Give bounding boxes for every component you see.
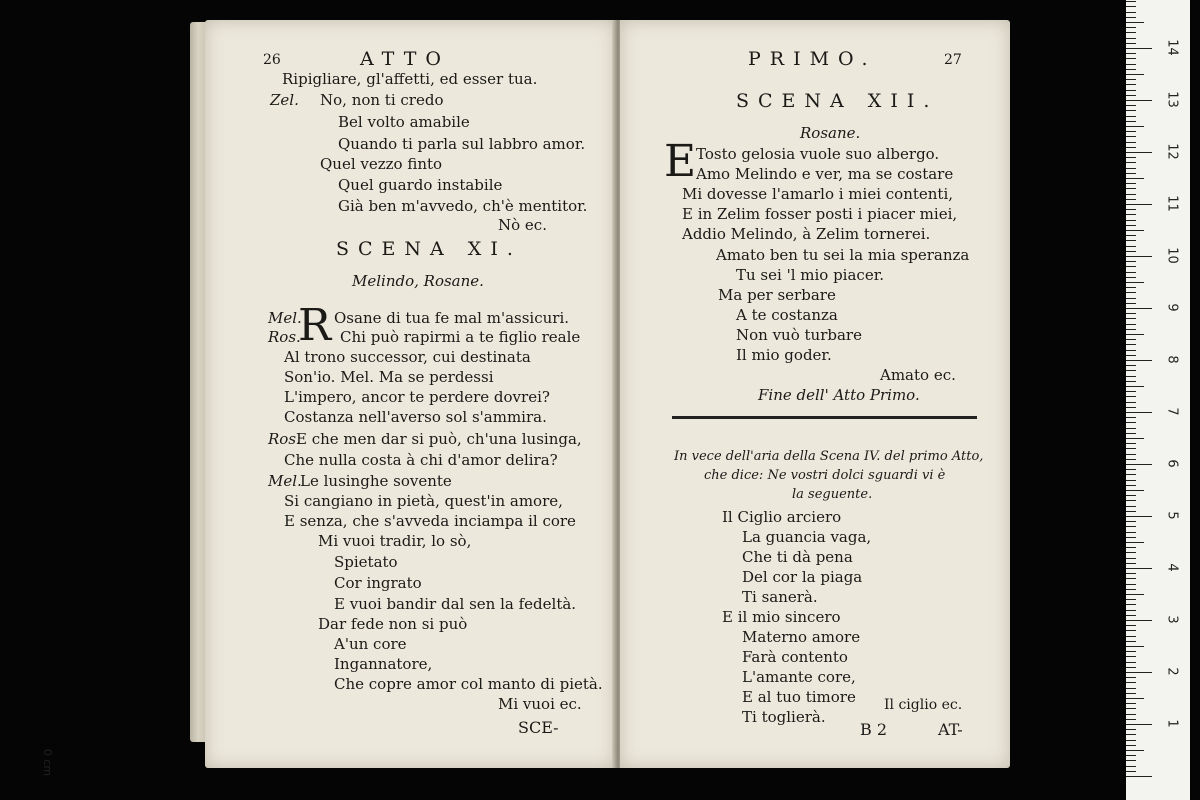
right-line: Mi dovesse l'amarlo i miei contenti, — [682, 185, 954, 203]
aria-line: Del cor la piaga — [742, 568, 863, 586]
left-line: E che men dar si può, ch'una lusinga, — [296, 430, 582, 448]
ruler-tick — [1126, 677, 1136, 678]
ruler-tick — [1126, 225, 1136, 226]
ruler-tick — [1126, 277, 1136, 278]
ruler-tick — [1126, 214, 1136, 215]
ruler-tick — [1126, 17, 1136, 18]
ruler-tick — [1126, 672, 1152, 673]
ruler-tick — [1126, 183, 1136, 184]
ruler-tick — [1126, 428, 1136, 429]
ruler-number: 14 — [1164, 39, 1180, 56]
ruler-number: 11 — [1164, 195, 1180, 212]
ruler-tick — [1126, 292, 1136, 293]
ruler-tick — [1126, 594, 1144, 595]
ruler-tick — [1126, 386, 1144, 387]
ruler-tick — [1126, 282, 1144, 283]
left-line: Che nulla costa à chi d'amor delira? — [284, 451, 558, 469]
ruler-number: 4 — [1164, 563, 1180, 572]
ruler-tick — [1126, 38, 1136, 39]
ruler-tick — [1126, 136, 1136, 137]
left-line: Bel volto amabile — [338, 113, 470, 131]
ruler-tick — [1126, 303, 1136, 304]
left-line: Son'io. Mel. Ma se perdessi — [284, 368, 494, 386]
ruler-tick — [1126, 220, 1136, 221]
ruler-number: 5 — [1164, 511, 1180, 520]
ruler-tick — [1126, 194, 1136, 195]
ruler-tick — [1126, 656, 1136, 657]
ruler-tick — [1126, 760, 1136, 761]
ruler-tick — [1126, 625, 1136, 626]
ruler-tick — [1126, 105, 1136, 106]
ruler-tick — [1126, 22, 1144, 23]
left-line: Che copre amor col manto di pietà. — [334, 675, 603, 693]
ruler-tick — [1126, 27, 1136, 28]
right-line: Addio Melindo, à Zelim tornerei. — [682, 225, 931, 243]
right-line: Il mio goder. — [736, 346, 832, 364]
ruler-tick — [1126, 162, 1136, 163]
aria-line: Ti toglierà. — [742, 708, 826, 726]
ruler-number: 12 — [1164, 143, 1180, 160]
ruler-tick — [1126, 521, 1136, 522]
ruler-tick — [1126, 204, 1152, 205]
left-running-title: ATTO — [360, 48, 450, 70]
ruler-tick — [1126, 646, 1144, 647]
ruler-tick — [1126, 755, 1136, 756]
ruler-tick — [1126, 417, 1136, 418]
ruler-tick — [1126, 495, 1136, 496]
left-line: Quando ti parla sul labbro amor. — [338, 135, 586, 153]
ruler-tick — [1126, 43, 1136, 44]
right-line: Amato ben tu sei la mia speranza — [716, 246, 970, 264]
ruler-tick — [1126, 771, 1136, 772]
ruler-tick — [1126, 563, 1136, 564]
ruler-tick — [1126, 750, 1144, 751]
left-line: Si cangiano in pietà, quest'in amore, — [284, 492, 563, 510]
ruler-tick — [1126, 708, 1136, 709]
left-line: Ripigliare, gl'affetti, ed esser tua. — [282, 70, 538, 88]
aria-line: Farà contento — [742, 648, 848, 666]
ruler-tick — [1126, 53, 1136, 54]
right-line: A te costanza — [736, 306, 838, 324]
ruler-tick — [1126, 636, 1136, 637]
ruler-tick — [1126, 121, 1136, 122]
left-line: Nò ec. — [498, 216, 547, 234]
ruler-tick — [1126, 334, 1144, 335]
ruler-tick — [1126, 474, 1136, 475]
aria-line: La guancia vaga, — [742, 528, 872, 546]
ruler-tick — [1126, 370, 1136, 371]
aria-line: Il ciglio ec. — [884, 697, 963, 713]
speaker-label: Mel. — [268, 309, 302, 327]
ruler-tick — [1126, 506, 1136, 507]
ruler-tick — [1126, 339, 1136, 340]
ruler-number: 3 — [1164, 615, 1180, 624]
ruler-tick — [1126, 599, 1136, 600]
ruler-tick — [1126, 344, 1136, 345]
ruler-tick — [1126, 230, 1144, 231]
ruler-tick — [1126, 69, 1136, 70]
ruler-number: 1 — [1164, 719, 1180, 728]
ruler-tick — [1126, 64, 1136, 65]
ruler-tick — [1126, 578, 1136, 579]
ruler-tick — [1126, 604, 1136, 605]
right-line: Tu sei 'l mio piacer. — [736, 266, 884, 284]
ruler-tick — [1126, 100, 1152, 101]
ruler-tick — [1126, 58, 1136, 59]
left-line: Spietato — [334, 553, 398, 571]
ruler-tick — [1126, 719, 1136, 720]
ruler-tick — [1126, 272, 1136, 273]
ruler-tick — [1126, 412, 1152, 413]
ruler-tick — [1126, 511, 1136, 512]
aria-line: Materno amore — [742, 628, 861, 646]
ruler-tick — [1126, 142, 1136, 143]
ruler-tick — [1126, 308, 1152, 309]
drop-cap: R — [298, 300, 332, 351]
ruler-tick — [1126, 459, 1136, 460]
ruler-tick — [1126, 298, 1136, 299]
ruler-tick — [1126, 168, 1136, 169]
ruler-tick — [1126, 95, 1136, 96]
ruler-tick — [1126, 266, 1136, 267]
ruler-tick — [1126, 537, 1136, 538]
ruler-number: 8 — [1164, 355, 1180, 364]
ruler-tick — [1126, 568, 1152, 569]
ruler-tick — [1126, 157, 1136, 158]
right-line: Ma per serbare — [718, 286, 836, 304]
ruler-tick — [1126, 84, 1136, 85]
ruler-tick — [1126, 116, 1136, 117]
ruler-tick — [1126, 318, 1136, 319]
ruler-tick — [1126, 199, 1136, 200]
right-line: Amo Melindo e ver, ma se costare — [696, 165, 954, 183]
ruler-tick — [1126, 422, 1136, 423]
left-line: Quel vezzo finto — [320, 155, 443, 173]
ruler-number: 2 — [1164, 667, 1180, 676]
ruler-tick — [1126, 558, 1136, 559]
ruler-tick — [1126, 74, 1144, 75]
left-line: Ingannatore, — [334, 655, 433, 673]
ruler-tick — [1126, 147, 1136, 148]
speaker-label: Ros. — [268, 328, 301, 346]
aria-line: E il mio sincero — [722, 608, 841, 626]
ruler-tick — [1126, 402, 1136, 403]
ruler-tick — [1126, 438, 1144, 439]
ruler-number: 10 — [1164, 247, 1180, 264]
left-line: Mi vuoi tradir, lo sò, — [318, 532, 472, 550]
ruler-tick — [1126, 131, 1136, 132]
ruler-tick — [1126, 287, 1136, 288]
ruler-tick — [1126, 448, 1136, 449]
ruler-tick — [1126, 630, 1136, 631]
left-line: Chi può rapirmi a te figlio reale — [340, 328, 581, 346]
horizontal-rule — [672, 416, 977, 419]
right-line: E in Zelim fosser posti i piacer miei, — [682, 205, 958, 223]
note-line: che dice: Ne vostri dolci sguardi vi è — [704, 468, 946, 483]
speaker-label: Mel. — [268, 472, 302, 490]
ruler-tick — [1126, 464, 1152, 465]
ruler-tick — [1126, 641, 1136, 642]
ruler-number: 7 — [1164, 407, 1180, 416]
ruler-tick — [1126, 12, 1136, 13]
ruler-tick — [1126, 490, 1144, 491]
left-line: Al trono successor, cui destinata — [284, 348, 531, 366]
scene-heading-xii: SCENA XII. — [736, 90, 939, 112]
left-line: Mi vuoi ec. — [498, 695, 582, 713]
note-line: la seguente. — [792, 487, 873, 502]
ruler-tick — [1126, 126, 1144, 127]
ruler-tick — [1126, 110, 1136, 111]
ruler-tick — [1126, 729, 1136, 730]
ruler-tick — [1126, 235, 1136, 236]
ruler-tick — [1126, 526, 1136, 527]
ruler-tick — [1126, 79, 1136, 80]
ruler-tick — [1126, 532, 1136, 533]
ruler-tick — [1126, 485, 1136, 486]
aria-line: Il Ciglio arciero — [722, 508, 842, 526]
ruler-tick — [1126, 584, 1136, 585]
right-line: Tosto gelosia vuole suo albergo. — [696, 145, 940, 163]
ruler-tick — [1126, 615, 1136, 616]
left-page-number: 26 — [263, 52, 281, 68]
right-line: Non vuò turbare — [736, 326, 862, 344]
ruler-unit-label: 0 cm — [41, 748, 55, 777]
ruler-tick — [1126, 90, 1136, 91]
ruler-tick — [1126, 251, 1136, 252]
ruler-tick — [1126, 500, 1136, 501]
ruler-tick — [1126, 542, 1144, 543]
right-page-number: 27 — [944, 52, 962, 68]
ruler-tick — [1126, 620, 1152, 621]
ruler-tick — [1126, 407, 1136, 408]
ruler-tick — [1126, 261, 1136, 262]
left-line: Dar fede non si può — [318, 615, 468, 633]
ruler-tick — [1126, 610, 1136, 611]
ruler-tick — [1126, 714, 1136, 715]
left-line: Già ben m'avvedo, ch'è mentitor. — [338, 197, 588, 215]
ruler-tick — [1126, 360, 1152, 361]
ruler-number: 9 — [1164, 303, 1180, 312]
left-line: A'un core — [334, 635, 407, 653]
left-line: Quel guardo instabile — [338, 176, 503, 194]
right-running-title: PRIMO. — [748, 48, 877, 70]
ruler-tick — [1126, 32, 1136, 33]
left-line: L'impero, ancor te perdere dovrei? — [284, 388, 550, 406]
ruler-tick — [1126, 433, 1136, 434]
ruler-tick — [1126, 734, 1136, 735]
ruler-tick — [1126, 48, 1152, 49]
ruler-tick — [1126, 693, 1136, 694]
ruler-tick — [1126, 766, 1136, 767]
act-end-line: Fine dell' Atto Primo. — [758, 386, 920, 404]
ruler-tick — [1126, 350, 1136, 351]
ruler-tick — [1126, 698, 1144, 699]
ruler-tick — [1126, 188, 1136, 189]
ruler-tick — [1126, 740, 1136, 741]
speaker-label: Ros. — [268, 430, 301, 448]
left-line: E vuoi bandir dal sen la fedeltà. — [334, 595, 577, 613]
ruler-tick — [1126, 682, 1136, 683]
note-line: In vece dell'aria della Scena IV. del primo Atto, — [674, 449, 984, 464]
ruler-tick — [1126, 355, 1136, 356]
ruler-tick — [1126, 516, 1152, 517]
ruler-number: 6 — [1164, 459, 1180, 468]
aria-line: L'amante core, — [742, 668, 856, 686]
ruler-tick — [1126, 443, 1136, 444]
drop-cap: E — [664, 136, 697, 187]
ruler-tick — [1126, 152, 1152, 153]
speaker-label: Zel. — [270, 91, 299, 109]
ruler-tick — [1126, 313, 1136, 314]
ruler-tick — [1126, 573, 1136, 574]
aria-line: E al tuo timore — [742, 688, 856, 706]
scene-characters: Melindo, Rosane. — [352, 272, 484, 290]
ruler-tick — [1126, 178, 1144, 179]
scene-characters: Rosane. — [800, 124, 861, 142]
left-line: No, non ti credo — [320, 91, 444, 109]
ruler-tick — [1126, 703, 1136, 704]
ruler-tick — [1126, 329, 1136, 330]
ruler-tick — [1126, 480, 1136, 481]
ruler-tick — [1126, 240, 1136, 241]
ruler-tick — [1126, 391, 1136, 392]
measuring-ruler — [1126, 0, 1190, 800]
ruler-tick — [1126, 454, 1136, 455]
ruler-tick — [1126, 1, 1136, 2]
ruler-tick — [1126, 651, 1136, 652]
ruler-tick — [1126, 688, 1136, 689]
aria-line: Che ti dà pena — [742, 548, 853, 566]
left-catchword: SCE- — [518, 718, 559, 737]
scene-heading-xi: SCENA XI. — [336, 238, 522, 260]
ruler-tick — [1126, 667, 1136, 668]
ruler-tick — [1126, 376, 1136, 377]
left-line: Costanza nell'averso sol s'ammira. — [284, 408, 547, 426]
right-catchword: AT- — [938, 720, 963, 739]
ruler-tick — [1126, 724, 1152, 725]
ruler-tick — [1126, 173, 1136, 174]
left-line: Le lusinghe sovente — [300, 472, 452, 490]
ruler-tick — [1126, 209, 1136, 210]
ruler-tick — [1126, 547, 1136, 548]
ruler-tick — [1126, 469, 1136, 470]
ruler-number: 13 — [1164, 91, 1180, 108]
ruler-tick — [1126, 365, 1136, 366]
ruler-tick — [1126, 381, 1136, 382]
ruler-tick — [1126, 396, 1136, 397]
left-line: Osane di tua fe mal m'assicuri. — [334, 309, 570, 327]
ruler-tick — [1126, 589, 1136, 590]
ruler-tick — [1126, 776, 1152, 777]
left-line: Cor ingrato — [334, 574, 422, 592]
ruler-tick — [1126, 662, 1136, 663]
ruler-tick — [1126, 552, 1136, 553]
ruler-tick — [1126, 745, 1136, 746]
ruler-tick — [1126, 246, 1136, 247]
ruler-tick — [1126, 256, 1152, 257]
signature-mark: B 2 — [860, 720, 888, 739]
ruler-tick — [1126, 6, 1136, 7]
aria-line: Ti sanerà. — [742, 588, 818, 606]
ruler-tick — [1126, 324, 1136, 325]
left-line: E senza, che s'avveda inciampa il core — [284, 512, 576, 530]
right-line: Amato ec. — [880, 366, 956, 384]
